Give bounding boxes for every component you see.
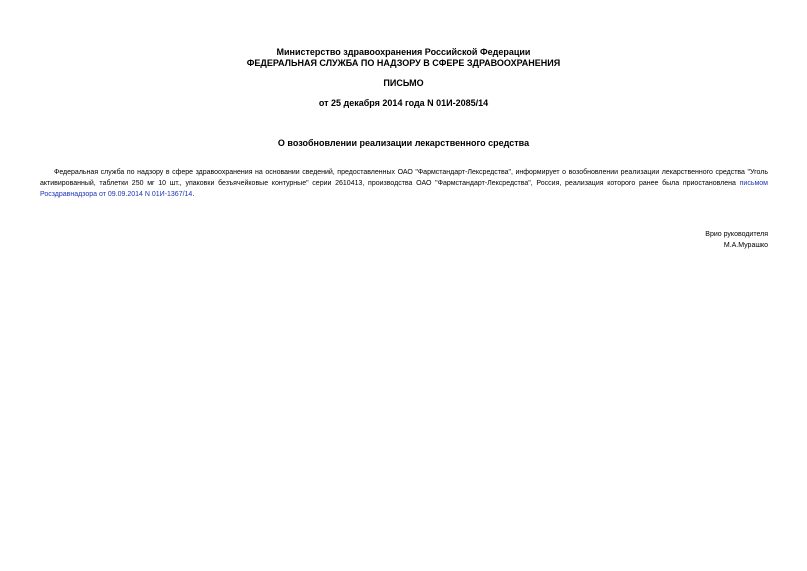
ministry-name: Министерство здравоохранения Российской Федерации (276, 47, 531, 57)
document-subject: О возобновлении реализации лекарственного средства (277, 138, 530, 148)
signature-name: М.А.Мурашко (723, 242, 768, 249)
reference-link[interactable]: письмом Росздравнадзора от 09.09.2014 N 01И-1367/14 (40, 180, 768, 198)
document-type: ПИСЬМО (383, 78, 424, 88)
body-paragraph (40, 167, 768, 200)
signature-title: Врио руководителя (705, 231, 768, 238)
body-main-text: Федеральная служба по надзору в сфере здравоохранения на основании сведений, предоставленных ОАО "Фармстандарт-Лексредства", информирует о возобновлении реализации лекарственного средства "Уголь активированный, таблетки 250 мг 10 шт., упаковки безъячейковые контурные" серии 2610413, производства ОАО "Фармстандарт-Лексредства", Россия, реализация которого ранее была приостановлена (40, 169, 768, 187)
signature-block (705, 229, 768, 251)
document-date: от 25 декабря 2014 года N 01И-2085/14 (318, 98, 489, 108)
body-end-text: . (192, 191, 195, 198)
service-name: ФЕДЕРАЛЬНАЯ СЛУЖБА ПО НАДЗОРУ В СФЕРЕ ЗДРАВООХРАНЕНИЯ (246, 58, 561, 68)
